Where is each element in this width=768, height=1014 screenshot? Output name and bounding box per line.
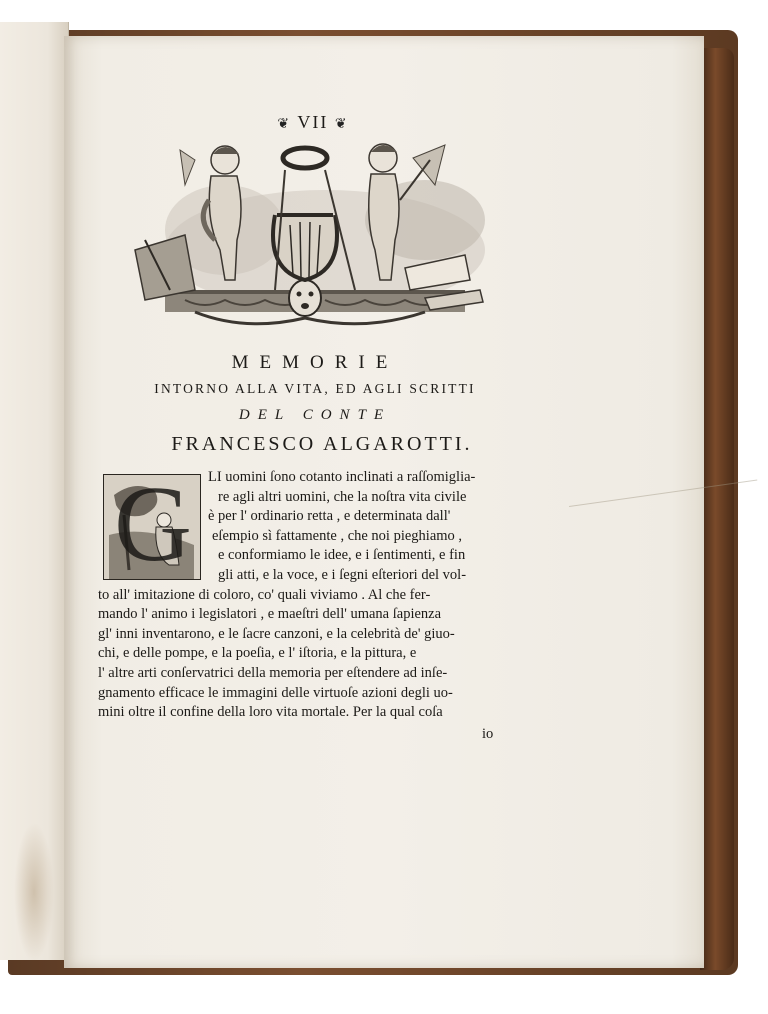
body-line: chi, e delle pompe, e la poeſia, e l' iſtoria, e la pittura, e	[98, 645, 417, 662]
body-line: mini oltre il confine della loro vita mortale. Per la qual coſa	[98, 704, 443, 721]
page-stain	[14, 822, 54, 962]
engraving-vignette-icon	[125, 140, 490, 338]
page-crease	[569, 480, 768, 587]
left-facing-page	[0, 22, 69, 960]
body-line: e conformiamo le idee, e i ſentimenti, e fin	[218, 547, 466, 564]
fleuron-left-icon: ❦	[277, 117, 292, 132]
body-line: to all' imitazione di coloro, co' quali viviamo . Al che fer-	[98, 586, 431, 603]
body-line: mando l' animo i legislatori , e maeſtri dell' umana ſapienza	[98, 606, 442, 623]
title-memorie: MEMORIE	[231, 352, 399, 373]
initial-letter: G	[114, 465, 192, 584]
body-line: è per l' ordinario retta , e determinata dall'	[208, 508, 451, 525]
body-line: l' altre arti conſervatrici della memoria per eſtendere ad inſe-	[98, 665, 448, 681]
body-line: gli atti, e la voce, e i ſegni eſteriori del vol-	[218, 567, 467, 583]
page-folio	[268, 112, 358, 133]
catchword: io	[482, 725, 494, 742]
body-line: LI uomini ſono cotanto inclinati a raſſomiglia-	[208, 469, 476, 485]
folio-number: VII	[297, 112, 329, 132]
body-line: gnamento efficace le immagini delle virtuoſe azioni degli uo-	[98, 684, 453, 701]
body-line: gl' inni inventarono, e le ſacre canzoni, e la celebrità de' giuo-	[98, 625, 455, 642]
body-line: eſempio sì fattamente , che noi pieghiamo ,	[212, 527, 463, 544]
title-del-conte: DEL CONTE	[238, 407, 392, 423]
fleuron-right-icon: ❦	[334, 117, 349, 132]
title-subtitle: INTORNO ALLA VITA, ED AGLI SCRITTI	[154, 381, 476, 396]
decorated-initial	[103, 465, 201, 584]
body-line: re agli altri uomini, che la noſtra vita civile	[218, 488, 467, 505]
title-author-name: FRANCESCO ALGAROTTI.	[171, 433, 473, 455]
